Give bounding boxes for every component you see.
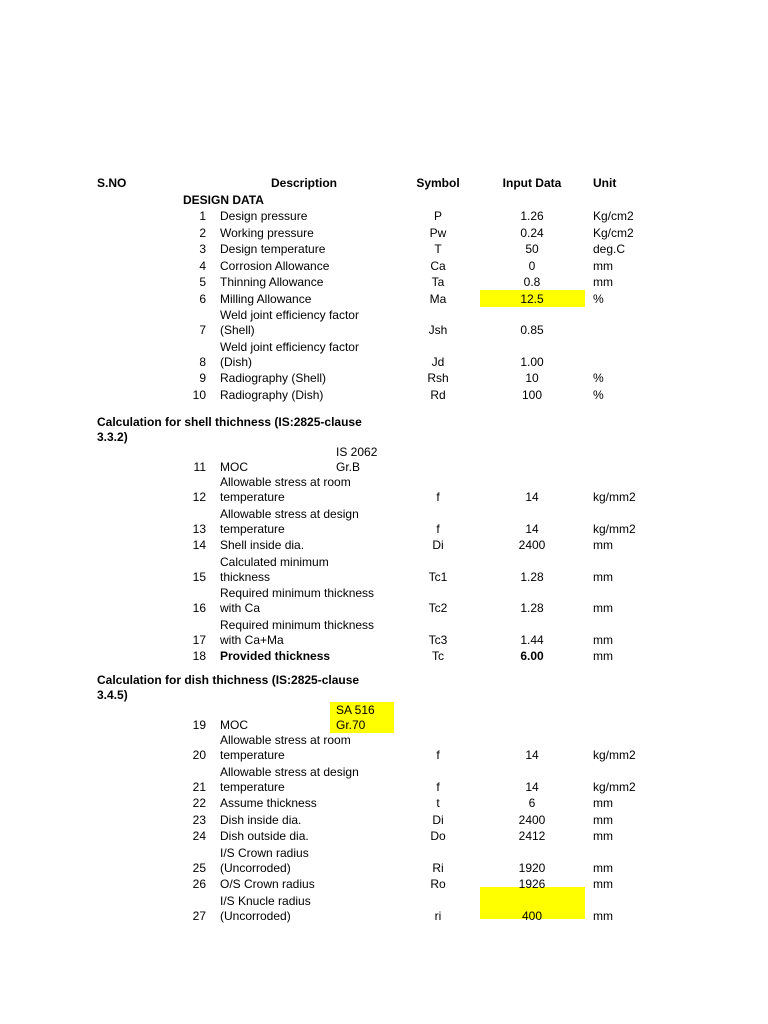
row-unit: deg.C bbox=[593, 242, 626, 256]
row-unit: mm bbox=[593, 796, 613, 810]
row-unit: % bbox=[593, 387, 604, 402]
row-symbol: Rd bbox=[430, 387, 446, 402]
row-symbol: t bbox=[436, 796, 440, 810]
row-description: Milling Allowance bbox=[220, 291, 312, 306]
row-symbol: Rsh bbox=[427, 371, 449, 385]
row-description: (Uncorroded) bbox=[220, 860, 291, 875]
row-description: Calculated minimum bbox=[220, 554, 329, 569]
row-description: temperature bbox=[220, 521, 285, 536]
row-description: Allowable stress at design bbox=[220, 764, 359, 779]
row-symbol: f bbox=[436, 748, 440, 762]
dish-moc-value-line1: SA 516 bbox=[336, 703, 375, 717]
row-unit: % bbox=[593, 371, 604, 385]
row-number: 22 bbox=[192, 796, 206, 810]
row-description: Provided thickness bbox=[220, 649, 331, 663]
row-description: Required minimum thickness bbox=[220, 617, 375, 632]
row-input-value: 0.8 bbox=[523, 275, 541, 289]
row-symbol: P bbox=[433, 209, 442, 223]
row-unit: mm bbox=[593, 569, 613, 584]
row-input-value: 0.24 bbox=[520, 225, 544, 240]
row-description: Thinning Allowance bbox=[220, 275, 324, 289]
row-symbol: Ta bbox=[431, 275, 445, 289]
row-symbol: Jd bbox=[431, 354, 445, 369]
row-description: I/S Crown radius bbox=[220, 845, 309, 860]
row-symbol: Tc2 bbox=[428, 601, 448, 615]
row-description: thickness bbox=[220, 569, 271, 584]
row-unit: mm bbox=[593, 649, 613, 663]
row-description: Weld joint efficiency factor bbox=[220, 308, 359, 322]
row-number: 1 bbox=[199, 209, 206, 223]
shell-moc-value-line1: IS 2062 bbox=[336, 445, 378, 459]
moc-label: MOC bbox=[220, 460, 248, 474]
row-input-value: 12.5 bbox=[520, 291, 544, 306]
row-description: I/S Knucle radius bbox=[220, 893, 311, 908]
row-input-value: 0.85 bbox=[520, 323, 544, 337]
row-input-value: 2400 bbox=[518, 812, 546, 827]
row-number: 3 bbox=[199, 242, 206, 256]
row-number: 5 bbox=[199, 275, 206, 289]
row-number: 24 bbox=[192, 829, 206, 843]
row-description: Working pressure bbox=[220, 225, 314, 240]
row-symbol: f bbox=[436, 490, 440, 504]
row-unit: Kg/cm2 bbox=[593, 225, 634, 240]
row-description: temperature bbox=[220, 490, 285, 504]
row-description: Allowable stress at room bbox=[220, 733, 351, 747]
row-description: Assume thickness bbox=[220, 796, 317, 810]
row-symbol: f bbox=[436, 779, 440, 794]
header-symbol: Symbol bbox=[416, 176, 460, 190]
row-unit: kg/mm2 bbox=[593, 521, 636, 536]
row-description: O/S Crown radius bbox=[220, 877, 315, 891]
row-input-value: 1.26 bbox=[520, 209, 544, 223]
header-description: Description bbox=[270, 176, 337, 190]
row-number: 14 bbox=[192, 538, 206, 552]
row-unit: mm bbox=[593, 632, 613, 647]
row-description: Design pressure bbox=[220, 209, 308, 223]
row-description: (Shell) bbox=[220, 323, 255, 337]
row-number: 26 bbox=[192, 877, 206, 891]
row-symbol: ri bbox=[434, 908, 442, 923]
row-number: 8 bbox=[199, 354, 206, 369]
row-description: Allowable stress at room bbox=[220, 475, 351, 489]
row-number: 21 bbox=[192, 779, 206, 794]
row-description: Design temperature bbox=[220, 242, 326, 256]
row-input-value: 10 bbox=[525, 371, 539, 385]
row-symbol: Ma bbox=[429, 291, 447, 306]
row-number: 7 bbox=[199, 323, 206, 337]
row-number: 12 bbox=[192, 490, 206, 504]
row-description: Corrosion Allowance bbox=[220, 258, 330, 273]
row-unit: mm bbox=[593, 275, 613, 289]
row-description: Radiography (Dish) bbox=[220, 387, 324, 402]
header-unit: Unit bbox=[593, 176, 617, 190]
moc-label: MOC bbox=[220, 718, 248, 732]
row-number: 23 bbox=[192, 812, 206, 827]
row-number: 15 bbox=[192, 569, 206, 584]
design-data-title: DESIGN DATA bbox=[183, 193, 264, 207]
row-description: (Uncorroded) bbox=[220, 908, 291, 923]
row-unit: mm bbox=[593, 860, 613, 875]
row-number: 2 bbox=[199, 225, 206, 240]
row-symbol: Ri bbox=[432, 860, 444, 875]
row-input-value: 6 bbox=[528, 796, 536, 810]
row-description: Dish inside dia. bbox=[220, 812, 302, 827]
row-input-value: 1.44 bbox=[520, 632, 544, 647]
row-number: 19 bbox=[192, 718, 206, 732]
row-input-value: 1.00 bbox=[520, 354, 544, 369]
row-description: Allowable stress at design bbox=[220, 506, 359, 521]
row-number: 20 bbox=[192, 748, 206, 762]
row-unit: % bbox=[593, 291, 604, 306]
row-symbol: T bbox=[434, 242, 442, 256]
row-input-value: 14 bbox=[525, 779, 539, 794]
row-number: 6 bbox=[199, 291, 206, 306]
row-symbol: Ro bbox=[430, 877, 446, 891]
row-unit: Kg/cm2 bbox=[593, 209, 634, 223]
dish-moc-value-line2: Gr.70 bbox=[336, 718, 366, 732]
row-symbol: Tc3 bbox=[428, 632, 448, 647]
row-unit: kg/mm2 bbox=[593, 490, 636, 504]
row-symbol: Jsh bbox=[428, 323, 448, 337]
row-symbol: Do bbox=[430, 829, 446, 843]
row-symbol: Tc bbox=[432, 649, 444, 663]
shell-moc-value-line2: Gr.B bbox=[336, 460, 361, 474]
row-description: temperature bbox=[220, 779, 285, 794]
row-symbol: f bbox=[436, 521, 440, 536]
row-input-value: 6.00 bbox=[520, 649, 544, 663]
row-input-value: 1926 bbox=[518, 877, 546, 891]
row-number: 13 bbox=[192, 521, 206, 536]
row-symbol: Di bbox=[432, 812, 444, 827]
dish-section-title-line2: 3.4.5) bbox=[97, 688, 128, 702]
row-input-value: 1920 bbox=[518, 860, 546, 875]
row-input-value: 2400 bbox=[518, 538, 546, 552]
row-description: with Ca bbox=[220, 601, 261, 615]
row-number: 9 bbox=[199, 371, 206, 385]
row-symbol: Pw bbox=[429, 225, 447, 240]
row-input-value: 400 bbox=[521, 908, 543, 923]
row-description: temperature bbox=[220, 748, 285, 762]
shell-section-title-line2: 3.3.2) bbox=[97, 430, 128, 444]
row-unit: mm bbox=[593, 601, 613, 615]
row-description: Required minimum thickness bbox=[220, 586, 375, 600]
row-unit: mm bbox=[593, 258, 613, 273]
row-number: 27 bbox=[192, 908, 206, 923]
row-number: 16 bbox=[192, 601, 206, 615]
row-unit: mm bbox=[593, 538, 613, 552]
row-description: Weld joint efficiency factor bbox=[220, 339, 359, 354]
row-number: 10 bbox=[192, 387, 206, 402]
row-number: 25 bbox=[192, 860, 206, 875]
row-symbol: Tc1 bbox=[428, 569, 448, 584]
row-unit: kg/mm2 bbox=[593, 748, 636, 762]
row-input-value: 50 bbox=[525, 242, 539, 256]
row-input-value: 0 bbox=[528, 258, 536, 273]
row-input-value: 1.28 bbox=[520, 569, 544, 584]
row-unit: mm bbox=[593, 829, 613, 843]
row-unit: mm bbox=[593, 877, 613, 891]
row-description: Radiography (Shell) bbox=[220, 371, 327, 385]
row-unit: mm bbox=[593, 812, 613, 827]
header-sno: S.NO bbox=[97, 176, 127, 190]
row-symbol: Di bbox=[432, 538, 444, 552]
row-input-value: 100 bbox=[521, 387, 543, 402]
shell-section-title-line1: Calculation for shell thichness (IS:2825-clause bbox=[97, 415, 362, 429]
row-description: Shell inside dia. bbox=[220, 538, 305, 552]
header-input-data: Input Data bbox=[502, 176, 562, 190]
row-input-value: 14 bbox=[525, 521, 539, 536]
row-number: 4 bbox=[199, 258, 206, 273]
row-input-value: 2412 bbox=[518, 829, 546, 843]
row-number: 17 bbox=[192, 632, 206, 647]
row-number: 18 bbox=[192, 649, 206, 663]
row-input-value: 14 bbox=[525, 748, 539, 762]
row-description: with Ca+Ma bbox=[220, 632, 284, 647]
dish-section-title-line1: Calculation for dish thichness (IS:2825-clause bbox=[97, 673, 360, 687]
row-input-value: 1.28 bbox=[520, 601, 544, 615]
row-unit: mm bbox=[593, 908, 613, 923]
row-unit: kg/mm2 bbox=[593, 779, 636, 794]
row-symbol: Ca bbox=[430, 258, 446, 273]
row-number: 11 bbox=[193, 460, 206, 474]
row-description: Dish outside dia. bbox=[220, 829, 309, 843]
row-input-value: 14 bbox=[525, 490, 539, 504]
row-description: (Dish) bbox=[220, 354, 252, 369]
